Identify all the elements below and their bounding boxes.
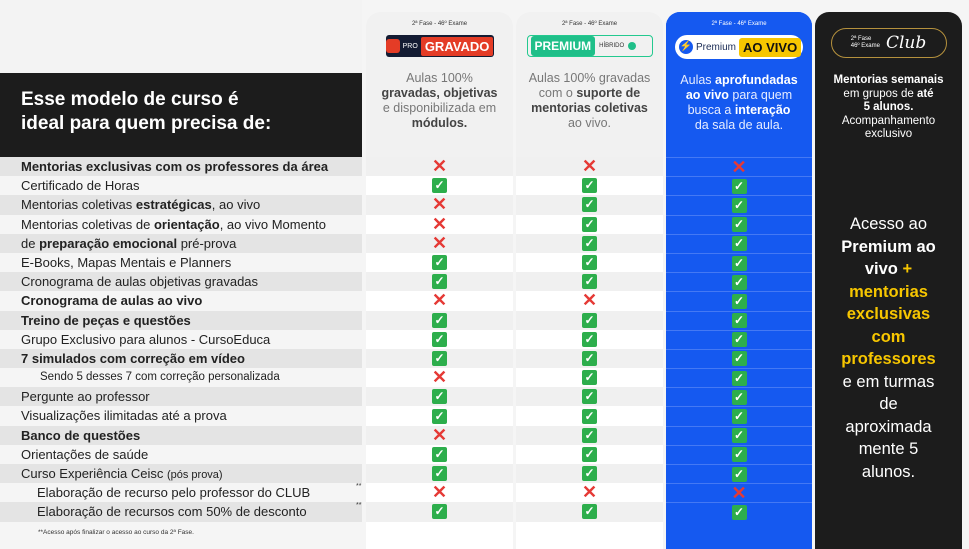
check-icon: ✓ [732,217,747,232]
feature-label: Grupo Exclusivo para alunos - CursoEduca [0,330,362,349]
club-line: exclusivas [846,305,931,323]
plan-header-gravado [366,12,513,157]
cell-premium [516,387,663,406]
cell-premium [516,291,663,310]
check-icon: ✓ [432,447,447,462]
top-left-background [0,0,362,73]
feature-label: Mentorias coletivas de orientação, ao vivo Momento [0,215,362,234]
cell-aovivo [666,291,812,310]
club-badge [831,28,947,58]
cell-gravado [366,215,513,234]
cell-premium [516,176,663,195]
check-icon: ✓ [732,351,747,366]
cell-gravado [366,387,513,406]
feature-label: Orientações de saúde [0,445,362,464]
desc-text: ao vivo. [567,116,612,130]
feature-label: Sendo 5 desses 7 com correção personalizada [0,368,362,387]
cell-premium [516,234,663,253]
cell-gravado [366,291,513,310]
camera-icon [386,39,400,53]
cell-gravado [366,330,513,349]
table-row [0,387,812,406]
cell-premium [516,464,663,483]
feature-label: Visualizações ilimitadas até a prova [0,406,362,425]
feature-label: Cronograma de aulas ao vivo [0,291,362,310]
table-row [0,176,812,195]
feature-label: Cronograma de aulas objetivas gravadas [0,272,362,291]
lightning-icon: ⚡ [679,41,693,52]
feature-label: de preparação emocional pré-prova [0,234,362,253]
desc-bold: Mentorias semanais [833,74,944,86]
table-row [0,349,812,368]
check-icon: ✓ [432,274,447,289]
table-row [0,311,812,330]
plan-description [815,58,962,142]
check-icon: ✓ [582,255,597,270]
check-icon: ✓ [432,466,447,481]
check-icon: ✓ [582,370,597,385]
cell-gravado [366,406,513,425]
cell-aovivo [666,502,812,521]
cell-aovivo [666,215,812,234]
desc-text: e disponibilizada em [382,101,497,115]
plan-tag: 2ª Fase - 46º Exame [561,21,618,27]
check-icon: ✓ [732,294,747,309]
badge-label: GRAVADO [421,37,494,56]
badge-sub: HÍBRIDO [599,43,625,49]
feature-label: E-Books, Mapas Mentais e Planners [0,253,362,272]
cell-premium [516,157,663,176]
cell-gravado [366,195,513,214]
cross-icon: ✕ [582,290,598,311]
club-line: alunos. [861,462,916,481]
header-line-1: Esse modelo de curso é [21,89,239,110]
check-icon: ✓ [732,198,747,213]
plan-header-premium [516,12,663,157]
club-line: vivo [864,260,898,278]
table-row [0,330,812,349]
cross-icon: ✕ [432,482,448,503]
asterisk-note: ** [356,483,362,491]
badge-pre: Premium [696,41,737,53]
check-icon: ✓ [432,255,447,270]
cross-icon: ✕ [432,232,448,253]
cross-icon: ✕ [432,290,448,311]
cell-premium [516,406,663,425]
cell-gravado [366,368,513,387]
desc-text: busca a [687,103,732,117]
cell-gravado [366,502,513,521]
plan-tag: 2ª Fase - 46º Exame [711,21,767,27]
desc-bold: suporte de [576,86,641,100]
cell-aovivo [666,464,812,483]
check-icon: ✓ [732,179,747,194]
check-icon: ✓ [582,428,597,443]
club-tag-1: 2ª Fase [850,36,872,42]
club-line: e em turmas [842,372,935,391]
cross-icon: ✕ [582,156,598,177]
header-line-2: ideal para quem precisa de: [21,113,272,134]
feature-label: Pergunte ao professor [0,387,362,406]
desc-bold: ao vivo [685,88,729,102]
plan-header-club [815,28,962,173]
table-row [0,426,812,445]
cell-aovivo [666,330,812,349]
cell-premium [516,445,663,464]
table-row [0,157,812,176]
footnote: **Acesso após finalizar o acesso ao curso da 2ª Fase. [38,529,194,536]
desc-text: em grupos de [843,87,914,100]
desc-text: para quem [732,88,793,102]
check-icon: ✓ [432,178,447,193]
badge-pro: PRO [402,42,418,50]
club-line: de [879,395,898,413]
feature-label: Curso Experiência Ceisc (pós prova) [0,464,362,483]
check-icon: ✓ [432,389,447,404]
check-icon: ✓ [732,409,747,424]
plan-description [366,57,513,131]
cell-aovivo [666,176,812,195]
desc-text: Acompanhamento [841,114,936,127]
cell-aovivo [666,426,812,445]
desc-bold: 5 alunos. [863,101,914,113]
check-icon: ✓ [582,389,597,404]
table-row [0,272,812,291]
table-row [0,215,812,234]
club-tag-2: 46º Exame [850,43,880,49]
club-tag [851,36,880,50]
plan-header-aovivo [666,12,812,157]
cell-gravado [366,272,513,291]
club-line: + [902,260,913,278]
check-icon: ✓ [432,313,447,328]
check-icon: ✓ [582,274,597,289]
check-icon: ✓ [432,332,447,347]
cross-icon: ✕ [432,424,448,445]
table-row [0,291,812,310]
table-row [0,502,812,521]
badge-label: PREMIUM [531,36,596,56]
check-icon: ✓ [582,447,597,462]
check-icon: ✓ [582,332,597,347]
desc-bold: até [916,87,934,100]
check-icon: ✓ [582,197,597,212]
cell-premium [516,272,663,291]
cell-aovivo [666,445,812,464]
premium-badge [527,35,653,57]
gravado-badge [386,35,494,57]
cell-premium [516,311,663,330]
desc-bold: gravadas, objetivas [381,86,498,100]
cell-gravado [366,157,513,176]
cell-premium [516,349,663,368]
check-icon: ✓ [432,409,447,424]
cell-gravado [366,464,513,483]
desc-bold: mentorias coletivas [531,101,648,115]
check-icon: ✓ [582,351,597,366]
check-icon: ✓ [732,505,747,520]
check-icon: ✓ [582,504,597,519]
cell-premium [516,253,663,272]
cell-premium [516,368,663,387]
table-row [0,195,812,214]
club-line: aproximada [845,417,932,436]
cross-icon: ✕ [582,482,598,503]
club-summary [815,213,962,483]
plan-tag: 2ª Fase - 46º Exame [411,21,468,27]
cell-aovivo [666,368,812,387]
cell-aovivo [666,253,812,272]
cell-aovivo [666,483,812,502]
cell-premium [516,483,663,502]
desc-bold: interação [734,103,791,117]
club-line: mente 5 [858,440,919,458]
cell-gravado [366,349,513,368]
cell-premium [516,426,663,445]
cell-gravado [366,234,513,253]
header-panel [0,73,362,157]
table-row [0,368,812,387]
cell-gravado [366,483,513,502]
desc-text: com o [538,86,573,100]
cell-aovivo [666,234,812,253]
cell-gravado [366,445,513,464]
table-row [0,253,812,272]
cell-aovivo [666,349,812,368]
check-icon: ✓ [732,447,747,462]
cell-gravado [366,253,513,272]
badge-label: Club [885,33,927,53]
cross-icon: ✕ [432,213,448,234]
table-row [0,445,812,464]
cell-aovivo [666,272,812,291]
table-row [0,234,812,253]
table-row [0,483,812,502]
aovivo-badge [675,35,803,59]
desc-text: Aulas 100% gravadas [528,71,651,85]
check-icon: ✓ [732,313,747,328]
cell-aovivo [666,406,812,425]
check-icon: ✓ [432,351,447,366]
check-icon: ✓ [582,409,597,424]
cell-premium [516,502,663,521]
check-icon: ✓ [732,256,747,271]
table-row [0,464,812,483]
desc-text: Aulas [680,73,712,87]
badge-label: AO VIVO [739,38,801,57]
cell-aovivo [666,195,812,214]
table-row [0,406,812,425]
feature-label: Treino de peças e questões [0,311,362,330]
check-icon: ✓ [732,428,747,443]
check-icon: ✓ [582,236,597,251]
check-icon: ✓ [582,313,597,328]
club-line: Premium ao [841,237,936,256]
check-icon: ✓ [732,332,747,347]
check-icon: ✓ [732,275,747,290]
cell-gravado [366,426,513,445]
plan-description [666,59,812,133]
asterisk-note: ** [356,502,362,510]
club-line: com [871,327,906,346]
check-icon: ✓ [582,466,597,481]
feature-label: Mentorias exclusivas com os professores da área [0,157,362,176]
cell-aovivo [666,311,812,330]
check-icon: ✓ [732,390,747,405]
cell-aovivo [666,157,812,176]
cross-icon: ✕ [432,156,448,177]
desc-text: da sala de aula. [694,118,784,132]
cell-premium [516,215,663,234]
hybrid-icon [628,42,636,50]
cell-premium [516,195,663,214]
check-icon: ✓ [732,236,747,251]
feature-label: Banco de questões [0,426,362,445]
check-icon: ✓ [732,371,747,386]
cross-icon: ✕ [731,156,747,177]
feature-label: Certificado de Horas [0,176,362,195]
cell-gravado [366,311,513,330]
feature-comparison-table [0,157,812,522]
desc-text: Aulas 100% [406,71,473,85]
feature-label: Elaboração de recursos com 50% de desconto [0,502,362,521]
plan-description [516,57,663,131]
desc-bold: aprofundadas [715,73,798,87]
feature-label: 7 simulados com correção em vídeo [0,349,362,368]
club-line: professores [841,350,936,368]
desc-text: exclusivo [864,128,913,140]
check-icon: ✓ [732,467,747,482]
check-icon: ✓ [582,217,597,232]
check-icon: ✓ [582,178,597,193]
cross-icon: ✕ [432,194,448,215]
cell-premium [516,330,663,349]
club-line: Acesso ao [849,215,928,233]
cross-icon: ✕ [731,482,747,503]
cell-aovivo [666,387,812,406]
cross-icon: ✕ [432,367,448,388]
feature-label: Elaboração de recurso pelo professor do CLUB [0,483,362,502]
feature-label: Mentorias coletivas estratégicas, ao vivo [0,195,362,214]
club-line: mentorias [849,282,928,301]
cell-gravado [366,176,513,195]
check-icon: ✓ [432,504,447,519]
desc-bold: módulos. [411,116,468,130]
